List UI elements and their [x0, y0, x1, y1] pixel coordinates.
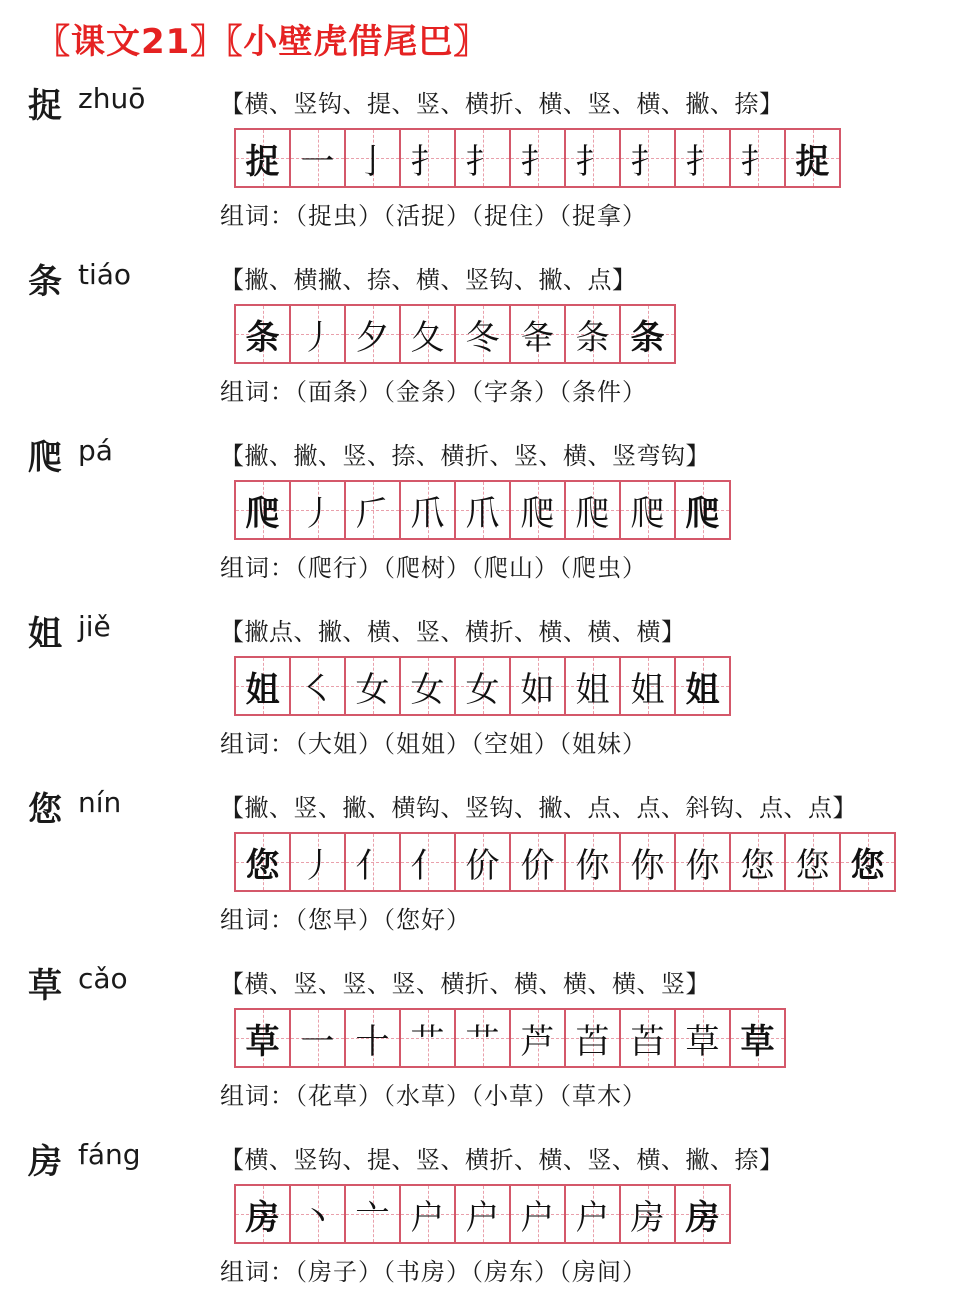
grid-cell — [566, 482, 621, 538]
grid-cell — [566, 306, 621, 362]
stroke-step: 捉 — [245, 141, 280, 182]
stroke-step: 姐 — [685, 669, 720, 710]
stroke-step: 您 — [245, 845, 280, 886]
grid-cell — [236, 130, 291, 186]
stroke-grid — [234, 304, 676, 364]
stroke-grid — [234, 128, 841, 188]
grid-cell — [236, 306, 291, 362]
stroke-order-text: 【横、竖、竖、竖、横折、横、横、横、竖】 — [220, 970, 710, 998]
grid-cell — [346, 658, 401, 714]
character-entry — [0, 78, 960, 254]
grid-cell — [291, 130, 346, 186]
stroke-step: 丿 — [300, 845, 335, 886]
stroke-grid — [234, 480, 731, 540]
entry-character: 条 — [28, 262, 62, 302]
stroke-step: 价 — [465, 845, 500, 886]
stroke-step: 条 — [575, 317, 610, 358]
character-entry — [0, 430, 960, 606]
stroke-step: 户 — [465, 1197, 500, 1238]
stroke-step: 𠂆 — [355, 493, 390, 534]
grid-cell — [456, 834, 511, 890]
word-examples: 组词：（房子）（书房）（房东）（房间） — [220, 1258, 647, 1286]
stroke-step: 你 — [630, 845, 665, 886]
stroke-step: 苩 — [575, 1021, 610, 1062]
grid-cell — [291, 834, 346, 890]
grid-cell — [236, 1010, 291, 1066]
grid-cell — [621, 1010, 676, 1066]
stroke-step: 您 — [740, 845, 775, 886]
word-examples: 组词：（面条）（金条）（字条）（条件） — [220, 378, 647, 406]
grid-cell — [621, 482, 676, 538]
grid-cell — [401, 130, 456, 186]
stroke-step: 丶 — [300, 1197, 335, 1238]
stroke-step: 草 — [245, 1021, 280, 1062]
grid-cell — [511, 482, 566, 538]
grid-cell — [731, 1010, 786, 1066]
stroke-step: 草 — [740, 1021, 775, 1062]
grid-cell — [676, 482, 731, 538]
grid-cell — [621, 306, 676, 362]
stroke-step: 夕 — [355, 317, 390, 358]
stroke-step: 艹 — [465, 1021, 500, 1062]
character-entry — [0, 782, 960, 958]
stroke-step: 亻 — [355, 845, 390, 886]
grid-cell — [236, 834, 291, 890]
stroke-step: 爬 — [630, 493, 665, 534]
stroke-step: 女 — [465, 669, 500, 710]
stroke-step: 一 — [300, 1021, 335, 1062]
stroke-step: 姐 — [245, 669, 280, 710]
stroke-grid — [234, 1184, 731, 1244]
entry-character: 房 — [28, 1142, 62, 1182]
stroke-step: 户 — [410, 1197, 445, 1238]
entry-pinyin: fáng — [78, 1138, 141, 1171]
stroke-step: 条 — [245, 317, 280, 358]
page-title: 〖课文21〗〖小壁虎借尾巴〗 — [36, 22, 489, 62]
grid-cell — [511, 834, 566, 890]
word-examples: 组词：（爬行）（爬树）（爬山）（爬虫） — [220, 554, 647, 582]
entry-pinyin: cǎo — [78, 962, 128, 995]
stroke-step: 冬 — [465, 317, 500, 358]
stroke-order-text: 【撇、撇、竖、捺、横折、竖、横、竖弯钩】 — [220, 442, 710, 470]
stroke-step: 十 — [355, 1021, 390, 1062]
grid-cell — [401, 1186, 456, 1242]
stroke-step: 您 — [795, 845, 830, 886]
stroke-step: 房 — [245, 1197, 280, 1238]
entry-character: 姐 — [28, 614, 62, 654]
stroke-step: 姐 — [630, 669, 665, 710]
stroke-grid — [234, 1008, 786, 1068]
grid-cell — [346, 130, 401, 186]
grid-cell — [346, 482, 401, 538]
stroke-step: 扌 — [520, 141, 555, 182]
stroke-step: 姐 — [575, 669, 610, 710]
stroke-step: 扌 — [630, 141, 665, 182]
stroke-step: 爬 — [245, 493, 280, 534]
entry-pinyin: tiáo — [78, 258, 132, 291]
grid-cell — [566, 1010, 621, 1066]
entry-character: 爬 — [28, 438, 62, 478]
stroke-step: 夅 — [520, 317, 555, 358]
grid-cell — [566, 1186, 621, 1242]
grid-cell — [401, 834, 456, 890]
stroke-step: 如 — [520, 669, 555, 710]
grid-cell — [236, 658, 291, 714]
grid-cell — [291, 658, 346, 714]
grid-cell — [676, 834, 731, 890]
stroke-order-text: 【撇、横撇、捺、横、竖钩、撇、点】 — [220, 266, 637, 294]
entry-pinyin: zhuō — [78, 82, 146, 115]
grid-cell — [401, 306, 456, 362]
grid-cell — [291, 1010, 346, 1066]
stroke-step: 爬 — [685, 493, 720, 534]
stroke-step: 艹 — [410, 1021, 445, 1062]
grid-cell — [511, 1186, 566, 1242]
stroke-step: 扌 — [685, 141, 720, 182]
grid-cell — [456, 130, 511, 186]
grid-cell — [236, 482, 291, 538]
grid-cell — [291, 482, 346, 538]
stroke-step: 女 — [410, 669, 445, 710]
stroke-step: 户 — [575, 1197, 610, 1238]
grid-cell — [346, 834, 401, 890]
character-entry — [0, 606, 960, 782]
stroke-step: 亠 — [355, 1197, 390, 1238]
grid-cell — [291, 1186, 346, 1242]
stroke-order-text: 【撇、竖、撇、横钩、竖钩、撇、点、点、斜钩、点、点】 — [220, 794, 857, 822]
grid-cell — [511, 1010, 566, 1066]
entry-character: 草 — [28, 966, 62, 1006]
stroke-step: 亅 — [355, 141, 390, 182]
stroke-grid — [234, 832, 896, 892]
stroke-step: ㇛ — [300, 669, 335, 710]
word-examples: 组词：（您早）（您好） — [220, 906, 471, 934]
stroke-step: 扌 — [575, 141, 610, 182]
grid-cell — [346, 1010, 401, 1066]
stroke-step: 条 — [630, 317, 665, 358]
grid-cell — [291, 306, 346, 362]
stroke-order-text: 【横、竖钩、提、竖、横折、横、竖、横、撇、捺】 — [220, 1146, 784, 1174]
grid-cell — [676, 1186, 731, 1242]
stroke-step: 草 — [685, 1021, 720, 1062]
stroke-step: 你 — [575, 845, 610, 886]
stroke-step: 房 — [630, 1197, 665, 1238]
entry-pinyin: jiě — [78, 610, 111, 643]
stroke-step: 亻 — [410, 845, 445, 886]
stroke-step: 扌 — [465, 141, 500, 182]
grid-cell — [456, 1010, 511, 1066]
stroke-order-text: 【横、竖钩、提、竖、横折、横、竖、横、撇、捺】 — [220, 90, 784, 118]
stroke-step: 捉 — [795, 141, 830, 182]
stroke-step: 扌 — [410, 141, 445, 182]
stroke-step: 丿 — [300, 493, 335, 534]
stroke-step: 爬 — [520, 493, 555, 534]
stroke-order-text: 【撇点、撇、横、竖、横折、横、横、横】 — [220, 618, 686, 646]
grid-cell — [731, 834, 786, 890]
grid-cell — [456, 306, 511, 362]
character-entry — [0, 958, 960, 1134]
word-examples: 组词：（花草）（水草）（小草）（草木） — [220, 1082, 647, 1110]
stroke-step: 一 — [300, 141, 335, 182]
character-entry — [0, 1134, 960, 1310]
grid-cell — [621, 834, 676, 890]
grid-cell — [346, 1186, 401, 1242]
grid-cell — [456, 1186, 511, 1242]
grid-cell — [566, 834, 621, 890]
grid-cell — [786, 130, 841, 186]
stroke-step: 房 — [685, 1197, 720, 1238]
grid-cell — [511, 658, 566, 714]
grid-cell — [621, 1186, 676, 1242]
stroke-step: 您 — [850, 845, 885, 886]
stroke-step: 夂 — [410, 317, 445, 358]
stroke-step: 女 — [355, 669, 390, 710]
stroke-step: 爪 — [410, 493, 445, 534]
grid-cell — [401, 1010, 456, 1066]
stroke-step: 爬 — [575, 493, 610, 534]
grid-cell — [566, 130, 621, 186]
stroke-step: 苩 — [630, 1021, 665, 1062]
entry-pinyin: pá — [78, 434, 113, 467]
grid-cell — [731, 130, 786, 186]
grid-cell — [346, 306, 401, 362]
entry-character: 您 — [28, 790, 62, 830]
stroke-step: 丿 — [300, 317, 335, 358]
grid-cell — [676, 1010, 731, 1066]
grid-cell — [676, 658, 731, 714]
word-examples: 组词：（捉虫）（活捉）（捉住）（捉拿） — [220, 202, 647, 230]
stroke-step: 你 — [685, 845, 720, 886]
grid-cell — [676, 130, 731, 186]
stroke-step: 扌 — [740, 141, 775, 182]
entry-pinyin: nín — [78, 786, 122, 819]
grid-cell — [401, 482, 456, 538]
stroke-step: 爪 — [465, 493, 500, 534]
grid-cell — [841, 834, 896, 890]
stroke-grid — [234, 656, 731, 716]
stroke-step: 价 — [520, 845, 555, 886]
stroke-step: 芦 — [520, 1021, 555, 1062]
grid-cell — [511, 306, 566, 362]
entry-character: 捉 — [28, 86, 62, 126]
grid-cell — [511, 130, 566, 186]
grid-cell — [456, 658, 511, 714]
grid-cell — [621, 130, 676, 186]
stroke-step: 户 — [520, 1197, 555, 1238]
word-examples: 组词：（大姐）（姐姐）（空姐）（姐妹） — [220, 730, 647, 758]
grid-cell — [456, 482, 511, 538]
grid-cell — [786, 834, 841, 890]
grid-cell — [401, 658, 456, 714]
grid-cell — [236, 1186, 291, 1242]
grid-cell — [621, 658, 676, 714]
grid-cell — [566, 658, 621, 714]
character-entry — [0, 254, 960, 430]
